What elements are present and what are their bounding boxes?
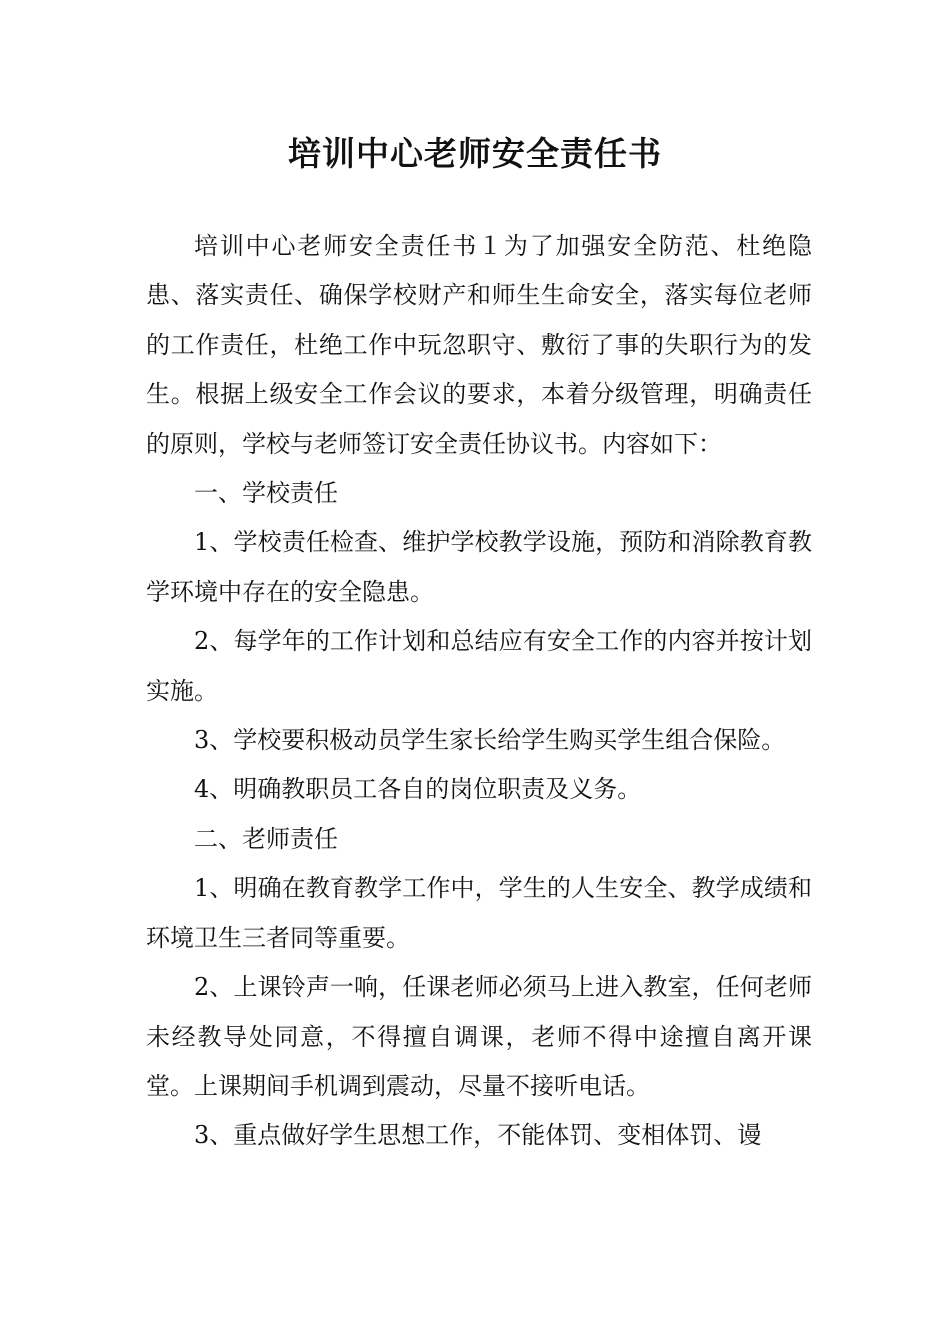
school-item-3: 3、学校要积极动员学生家长给学生购买学生组合保险。 [194,726,786,755]
document-body [146,222,812,1161]
school-item-4: 4、明确教职员工各自的岗位职责及义务。 [194,775,642,804]
section-heading-teacher: 二、老师责任 [194,824,338,853]
teacher-item-2: 2、上课铃声一响，任课老师必须马上进入教室，任何老师未经教导处同意，不得擅自调课，老师不得中途擅自离开课堂。上课期间手机调到震动，尽量不接听电话。 [146,973,812,1100]
section-heading-school: 一、学校责任 [194,479,338,508]
school-item-1: 1、学校责任检查、维护学校教学设施，预防和消除教育教学环境中存在的安全隐患。 [146,528,812,606]
paragraph-intro: 培训中心老师安全责任书１为了加强安全防范、杜绝隐患、落实责任、确保学校财产和师生生命安全，落实每位老师的工作责任，杜绝工作中玩忽职守、敷衍了事的失职行为的发生。根据上级安全工作会议的要求，本着分级管理，明确责任的原则，学校与老师签订安全责任协议书。内容如下： [146,232,812,458]
teacher-item-3: 3、重点做好学生思想工作，不能体罚、变相体罚、谩 [194,1121,762,1150]
school-item-2: 2、每学年的工作计划和总结应有安全工作的内容并按计划实施。 [146,627,812,705]
document-title: 培训中心老师安全责任书 [288,134,662,173]
teacher-item-1: 1、明确在教育教学工作中，学生的人生安全、教学成绩和环境卫生三者同等重要。 [146,874,812,952]
